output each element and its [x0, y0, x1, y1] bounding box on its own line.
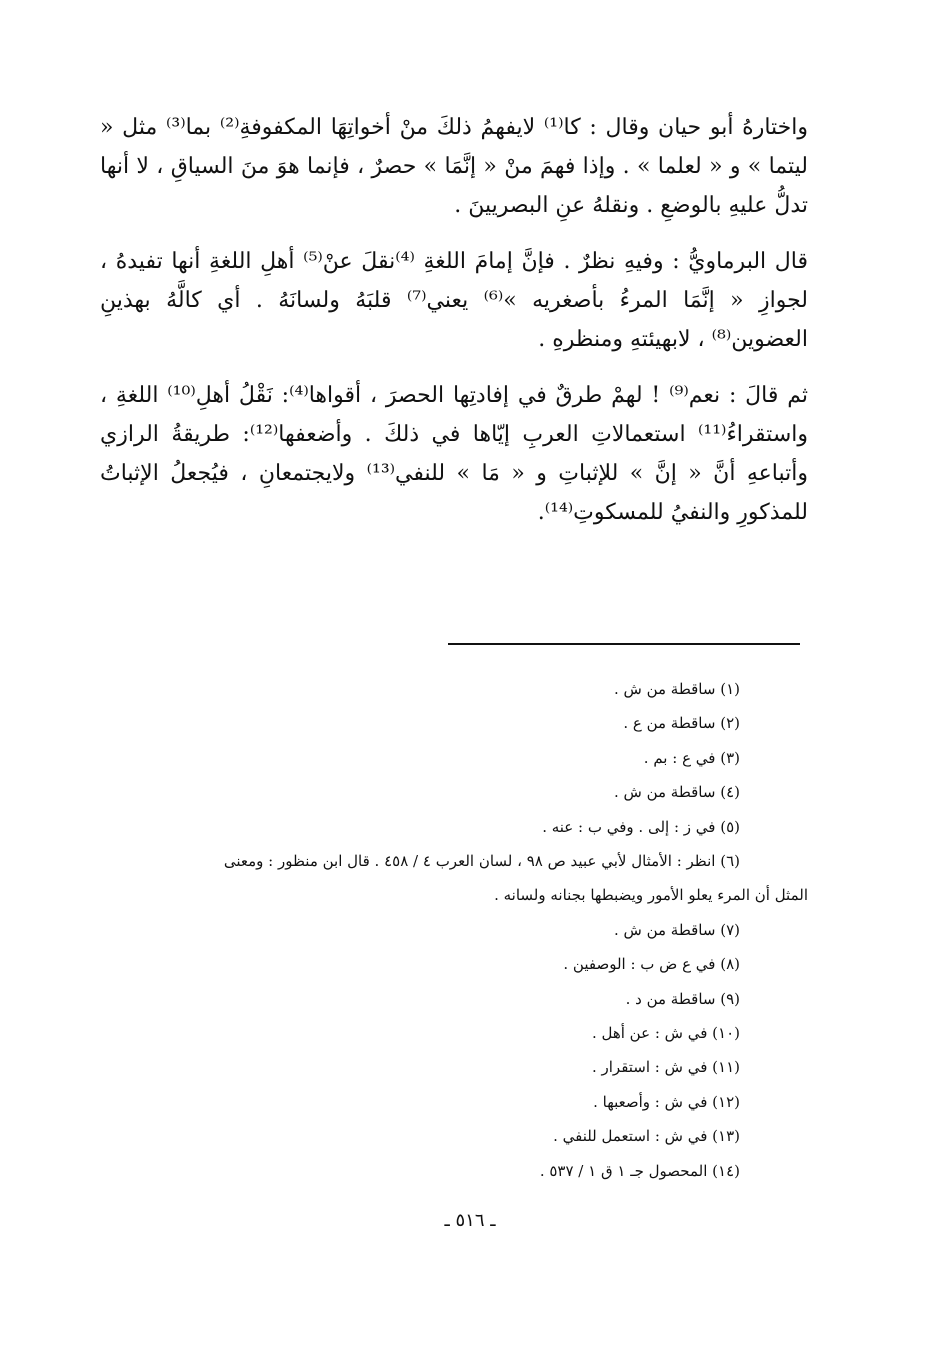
- footnote-6-continued: المثل أن المرء يعلو الأمور ويضبطها بجنانه ولسانه .: [494, 886, 808, 905]
- footnote-1: (١) ساقطة من ش .: [613, 680, 740, 698]
- footnote-7: (٧) ساقطة من ش .: [613, 920, 740, 939]
- footnote-4: (٤) ساقطة من ش .: [613, 783, 740, 802]
- footnote-11: (١١) في ش : استقرار .: [591, 1058, 740, 1077]
- footnote-9: (٩) ساقطة من د .: [625, 989, 740, 1008]
- footnote-14: (١٤) المحصول جـ ١ ق ١ / ٥٣٧ .: [539, 1161, 740, 1180]
- footnote-6: (٦) انظر : الأمثال لأبي عبيد ص ٩٨ ، لسان العرب ٤ / ٤٥٨ . قال ابن منظور : ومعنى: [223, 852, 740, 871]
- paragraph-1: واختارهُ أبو حيان وقال : كا⁽¹⁾ لايفهمُ ذلكَ منْ أخواتِهَا المكفوفةِ⁽²⁾ بما⁽³⁾ مثل « ليتما » و « لعلما » . وإذا فهمَ منْ « إنَّمَا » حصرٌ ، فإنما هوَ منَ السياقِ ، لا أنها تدلُّ عليهِ بالوضعِ . ونقلهُ عنِ البصريينَ .: [100, 115, 808, 218]
- footnote-12: (١٢) في ش : وأصعبها .: [593, 1092, 740, 1111]
- footnote-3: (٣) في ع : بم .: [643, 748, 740, 767]
- footnotes: [100, 672, 808, 1188]
- footnote-separator: [448, 643, 800, 645]
- main-text: [100, 108, 808, 549]
- paragraph-3: ثم قالَ : نعم⁽⁹⁾ ! لهمْ طرقٌ في إفادتِها الحصرَ ، أقواها⁽⁴⁾: نَقْلُ أهلِ⁽¹⁰⁾ اللغةِ ، واستقراءُ⁽¹¹⁾ استعمالاتِ العربِ إيّاها في ذلكَ . وأضعفها⁽¹²⁾: طريقةُ الرازي وأتباعهِ أنَّ « إنَّ » للإثباتِ و « مَا » للنفي⁽¹³⁾ ولايجتمعانِ ، فيُجعلُ الإثباتُ للمذكورِ والنفيُ للمسكوتِ⁽¹⁴⁾.: [100, 383, 808, 525]
- footnote-13: (١٣) في ش : استعمل للنفي .: [553, 1127, 740, 1146]
- footnote-10: (١٠) في ش : عن أهل .: [591, 1024, 740, 1043]
- footnote-8: (٨) في ع ض ب : الوصفين .: [563, 955, 740, 974]
- footnote-5: (٥) في ز : إلى . وفي ب : عنه .: [542, 817, 740, 836]
- page-number: ـ ٥١٦ ـ: [444, 1210, 496, 1231]
- footnote-2: (٢) ساقطة من ع .: [623, 714, 740, 733]
- paragraph-2: قال البرماويُّ : وفيهِ نظرٌ . فإنَّ إمامَ اللغةِ ⁽⁴⁾نقلَ عنْ⁽⁵⁾ أهلِ اللغةِ أنها تفيدهُ ، لجوازِ « إنَّمَا المرءُ بأصغريه »⁽⁶⁾ يعني⁽⁷⁾ قلبَهُ ولسانَهُ . أي كالَّهُ بهذينِ العضوين⁽⁸⁾ ، لابهيئتهِ ومنظرهِ .: [100, 249, 808, 352]
